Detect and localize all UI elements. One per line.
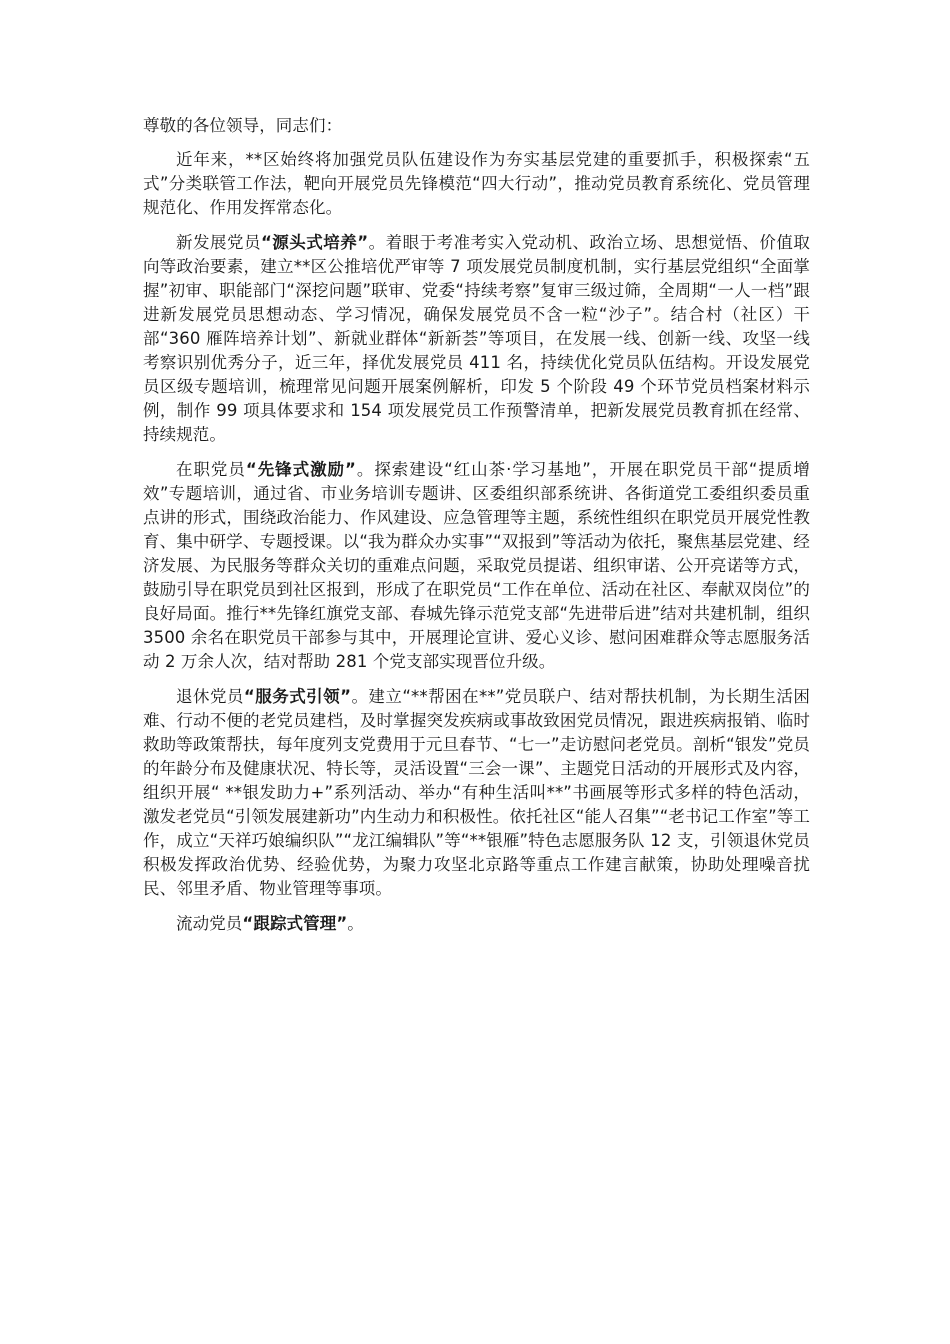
paragraph-serving-members: [143, 458, 810, 674]
paragraph-retired-members: [143, 685, 810, 901]
paragraph-emphasis: “服务式引领”: [243, 687, 352, 706]
paragraph-body: 。建立“**帮困在**”党员联户、结对帮扶机制，为长期生活困难、行动不便的老党员建档，及时掌握突发疾病或事故致困党员情况，跟进疾病报销、临时救助等政策帮扶，每年度列支党费用于元旦春节、“七一”走访慰问老党员。剖析“银发”党员的年龄分布及健康状况、特长等，灵活设置“三会一课”、主题党日活动的开展形式及内容，组织开展“ **银发助力+”系列活动、举办“有种生活叫**”书画展等形式多样的特色活动，激发老党员“引领发展建新功”内生动力和积极性。依托社区“能人召集”“老书记工作室”等工作，成立“天祥巧娘编织队”“龙江编辑队”等“**银雁”特色志愿服务队 12 支，引领退休党员积极发挥政治优势、经验优势，为聚力攻坚北京路等重点工作建言献策，协助处理噪音扰民、邻里矛盾、物业管理等事项。: [143, 687, 810, 898]
paragraph-emphasis: “跟踪式管理”: [242, 914, 348, 933]
paragraph-mobile-members: [143, 912, 810, 936]
paragraph-intro: [143, 148, 810, 220]
paragraph-lead: 退休党员: [176, 687, 244, 706]
paragraph-emphasis: “先锋式激励”: [245, 460, 356, 479]
paragraph-body: 近年来，**区始终将加强党员队伍建设作为夯实基层党建的重要抓手，积极探索“五式”分类联管工作法，靶向开展党员先锋模范“四大行动”，推动党员教育系统化、党员管理规范化、作用发挥常态化。: [143, 150, 810, 217]
paragraph-body: 。探索建设“红山茶·学习基地”，开展在职党员干部“提质增效”专题培训，通过省、市业务培训专题讲、区委组织部系统讲、各街道党工委组织委员重点讲的形式，围绕政治能力、作风建设、应急管理等主题，系统性组织在职党员开展党性教育、集中研学、专题授课。以“我为群众办实事”“双报到”等活动为依托，聚焦基层党建、经济发展、为民服务等群众关切的重难点问题，采取党员提诺、组织审诺、公开亮诺等方式，鼓励引导在职党员到社区报到，形成了在职党员“工作在单位、活动在社区、奉献双岗位”的良好局面。推行**先锋红旗党支部、春城先锋示范党支部“先进带后进”结对共建机制，组织 3500 余名在职党员干部参与其中，开展理论宣讲、爱心义诊、慰问困难群众等志愿服务活动 2 万余人次，结对帮助 281 个党支部实现晋位升级。: [143, 460, 810, 671]
paragraph-lead: 新发展党员: [176, 233, 261, 252]
document-page: [143, 114, 810, 947]
paragraph-lead: 流动党员: [176, 914, 243, 933]
salutation: 尊敬的各位领导，同志们：: [143, 116, 343, 135]
paragraph-body: 。着眼于考准考实入党动机、政治立场、思想觉悟、价值取向等政治要素，建立**区公推培优严审等 7 项发展党员制度机制，实行基层党组织“全面掌握”初审、职能部门“深挖问题”联审、党委“持续考察”复审三级过筛，全周期“一人一档”跟进新发展党员思想动态、学习情况，确保发展党员不含一粒“沙子”。结合村（社区）干部“360 雁阵培养计划”、新就业群体“新新荟”等项目，在发展一线、创新一线、攻坚一线考察识别优秀分子，近三年，择优发展党员 411 名，持续优化党员队伍结构。开设发展党员区级专题培训，梳理常见问题开展案例解析，印发 5 个阶段 49 个环节党员档案材料示例，制作 99 项具体要求和 154 项发展党员工作预警清单，把新发展党员教育抓在经常、持续规范。: [143, 233, 811, 444]
paragraph-emphasis: “源头式培养”: [260, 233, 369, 252]
paragraph-body: 。: [347, 914, 364, 933]
paragraph-new-members: [143, 231, 810, 447]
paragraph-lead: 在职党员: [176, 460, 246, 479]
